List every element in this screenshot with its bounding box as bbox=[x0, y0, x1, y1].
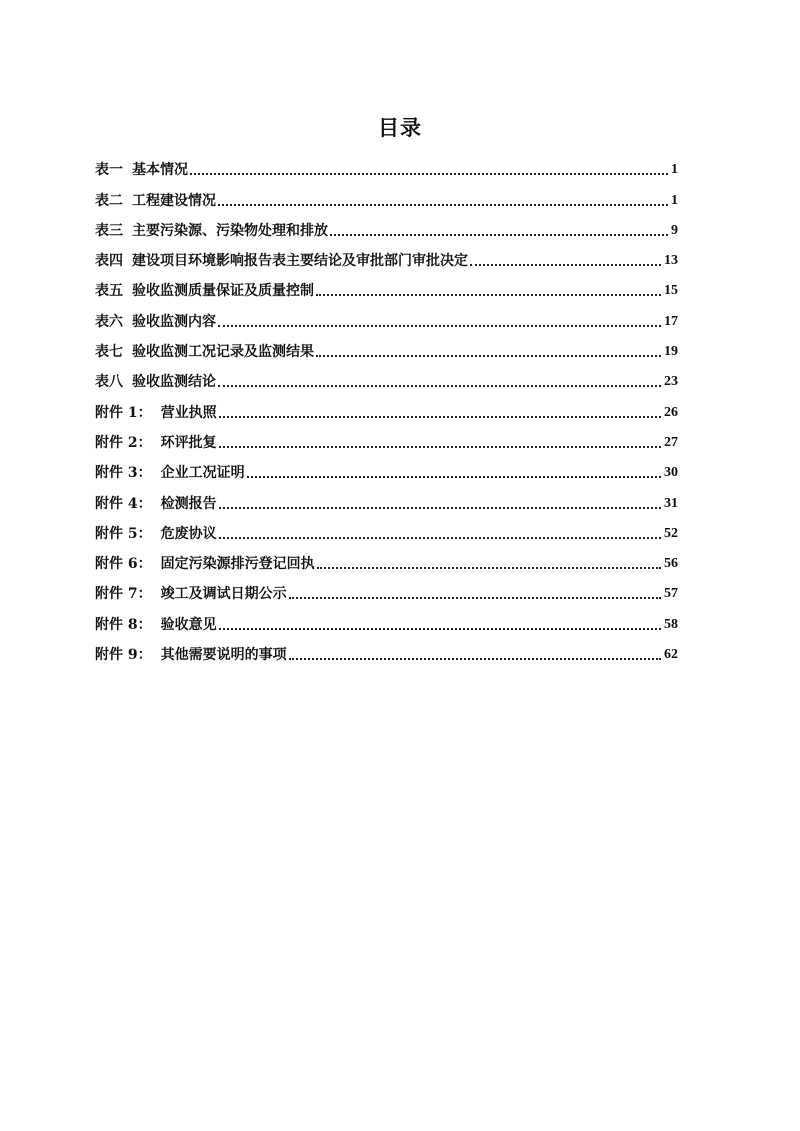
toc-entry-prefix: 附件 3： bbox=[95, 465, 152, 482]
toc-page-number: 31 bbox=[664, 495, 678, 511]
toc-entry-prefix: 附件 9： bbox=[95, 647, 152, 664]
toc-entry-prefix: 表五 bbox=[95, 283, 123, 300]
toc-entry-text: 验收意见 bbox=[160, 616, 217, 633]
toc-entry-text: 其他需要说明的事项 bbox=[160, 647, 287, 664]
toc-entry-prefix: 附件 7： bbox=[95, 586, 152, 603]
toc-entry[interactable] bbox=[95, 329, 678, 359]
toc-entry[interactable] bbox=[95, 238, 678, 268]
toc-entry[interactable] bbox=[95, 177, 678, 207]
toc-entry-label bbox=[95, 224, 328, 238]
toc-entry[interactable] bbox=[95, 601, 678, 631]
toc-page-number: 9 bbox=[671, 222, 678, 238]
toc-entry-text: 主要污染源、污染物处理和排放 bbox=[132, 222, 328, 239]
toc-entry[interactable] bbox=[95, 208, 678, 238]
toc-page-number: 57 bbox=[664, 586, 678, 602]
toc-entry-text: 验收监测质量保证及质量控制 bbox=[132, 283, 314, 300]
toc-page-number: 15 bbox=[664, 283, 678, 299]
toc-entry-text: 工程建设情况 bbox=[132, 192, 216, 209]
toc-entry-prefix: 表二 bbox=[95, 192, 123, 209]
toc-entry-prefix: 表八 bbox=[95, 374, 123, 391]
toc-dot-leader bbox=[218, 385, 661, 387]
toc-entry-prefix: 表一 bbox=[95, 162, 123, 179]
toc-entry-label bbox=[95, 527, 217, 541]
toc-entry-label bbox=[95, 163, 188, 177]
toc-entry-label bbox=[95, 375, 216, 389]
toc-entry[interactable] bbox=[95, 298, 678, 328]
toc-entry-text: 基本情况 bbox=[132, 162, 188, 179]
toc-dot-leader bbox=[219, 537, 661, 539]
toc-entry[interactable] bbox=[95, 147, 678, 177]
toc-entry-label bbox=[95, 587, 287, 601]
toc-page-number: 17 bbox=[664, 313, 678, 329]
toc-entry-label bbox=[95, 618, 217, 632]
toc-page-number: 19 bbox=[664, 344, 678, 360]
toc-entry-label bbox=[95, 284, 314, 298]
toc-page-number: 58 bbox=[664, 616, 678, 632]
toc-entry-label bbox=[95, 254, 468, 268]
toc-dot-leader bbox=[219, 628, 661, 630]
toc-page-number: 26 bbox=[664, 404, 678, 420]
toc-entry-text: 检测报告 bbox=[160, 495, 217, 512]
toc-entry-label bbox=[95, 194, 216, 208]
toc-dot-leader bbox=[218, 204, 668, 206]
toc-entry[interactable] bbox=[95, 420, 678, 450]
toc-page-number: 13 bbox=[664, 253, 678, 269]
toc-entry[interactable] bbox=[95, 480, 678, 510]
toc-entry-prefix: 表三 bbox=[95, 222, 123, 239]
toc-entry-label bbox=[95, 315, 216, 329]
toc-page-number: 56 bbox=[664, 556, 678, 572]
toc-entry-prefix: 附件 5： bbox=[95, 525, 152, 542]
toc-entry-text: 营业执照 bbox=[160, 404, 217, 421]
toc-entry-text: 验收监测结论 bbox=[132, 374, 216, 391]
toc-entry[interactable] bbox=[95, 511, 678, 541]
toc-entry-label bbox=[95, 436, 217, 450]
toc-dot-leader bbox=[289, 658, 661, 660]
toc-entry-text: 环评批复 bbox=[160, 434, 217, 451]
toc-dot-leader bbox=[219, 446, 661, 448]
toc-entry-label bbox=[95, 406, 217, 420]
toc-entry-label bbox=[95, 557, 315, 571]
toc-entry-text: 验收监测工况记录及监测结果 bbox=[132, 344, 314, 361]
toc-dot-leader bbox=[330, 234, 668, 236]
toc-entry-prefix: 附件 1： bbox=[95, 404, 152, 421]
toc-dot-leader bbox=[218, 325, 661, 327]
toc-entry-prefix: 附件 8： bbox=[95, 616, 152, 633]
toc-entry[interactable] bbox=[95, 571, 678, 601]
toc-entry[interactable] bbox=[95, 541, 678, 571]
toc-entry[interactable] bbox=[95, 632, 678, 662]
toc-dot-leader bbox=[317, 567, 661, 569]
page-title: 目录 bbox=[378, 115, 422, 140]
toc-entry[interactable] bbox=[95, 450, 678, 480]
toc-entry-prefix: 附件 2： bbox=[95, 434, 152, 451]
toc-page-number: 52 bbox=[664, 525, 678, 541]
toc-entry-text: 固定污染源排污登记回执 bbox=[160, 556, 315, 573]
toc-dot-leader bbox=[219, 507, 661, 509]
toc-entry-prefix: 表七 bbox=[95, 344, 123, 361]
toc-dot-leader bbox=[190, 173, 668, 175]
toc-dot-leader bbox=[289, 597, 661, 599]
toc-entry-text: 验收监测内容 bbox=[132, 313, 216, 330]
toc-entry-prefix: 表六 bbox=[95, 313, 123, 330]
toc-dot-leader bbox=[219, 416, 661, 418]
toc-entry-prefix: 附件 4： bbox=[95, 495, 152, 512]
toc-entry-text: 建设项目环境影响报告表主要结论及审批部门审批决定 bbox=[132, 253, 468, 270]
toc-dot-leader bbox=[247, 476, 661, 478]
toc-page-number: 27 bbox=[664, 434, 678, 450]
toc-dot-leader bbox=[316, 355, 661, 357]
toc-entry-label bbox=[95, 497, 217, 511]
toc-entry-label bbox=[95, 466, 245, 480]
toc-page-number: 23 bbox=[664, 374, 678, 390]
toc-entry[interactable] bbox=[95, 268, 678, 298]
toc-entry-label bbox=[95, 648, 287, 662]
toc-page-number: 1 bbox=[671, 162, 678, 178]
toc-page-number: 1 bbox=[671, 192, 678, 208]
toc-dot-leader bbox=[316, 294, 661, 296]
toc-page-number: 62 bbox=[664, 647, 678, 663]
toc-entry-prefix: 附件 6： bbox=[95, 556, 152, 573]
toc-entry-text: 企业工况证明 bbox=[160, 465, 245, 482]
toc-entry-label bbox=[95, 345, 314, 359]
toc-page-number: 30 bbox=[664, 465, 678, 481]
toc-entry-text: 竣工及调试日期公示 bbox=[160, 586, 287, 603]
toc-dot-leader bbox=[470, 264, 661, 266]
table-of-contents bbox=[95, 147, 678, 662]
toc-entry-text: 危废协议 bbox=[160, 525, 217, 542]
toc-entry[interactable] bbox=[95, 389, 678, 419]
toc-entry-prefix: 表四 bbox=[95, 253, 123, 270]
toc-entry[interactable] bbox=[95, 359, 678, 389]
